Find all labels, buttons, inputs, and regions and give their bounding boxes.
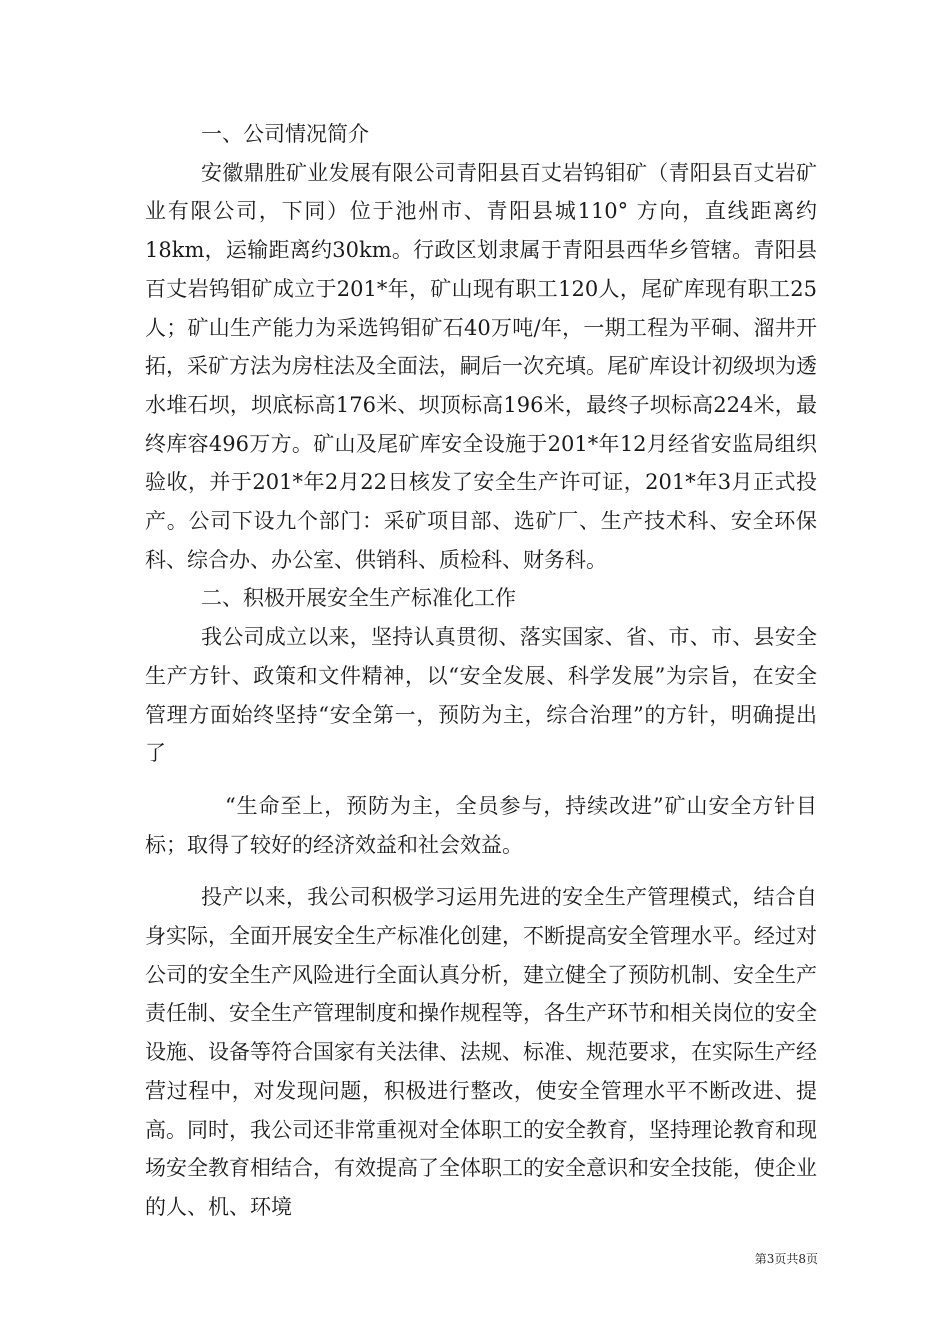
page-number: 第3页共8页 (754, 1252, 818, 1266)
document-body (145, 115, 817, 1227)
section2-heading: 二、积极开展安全生产标准化工作 (201, 586, 516, 611)
section2-paragraph-2: 投产以来，我公司积极学习运用先进的安全生产管理模式，结合自身实际，全面开展安全生产标准化创建，不断提高安全管理水平。经过对公司的安全生产风险进行全面认真分析，建立健全了预防机制、安全生产责任制、安全生产管理制度和操作规程等，各生产环节和相关岗位的安全设施、设备等符合国家有关法律、法规、标准、规范要求，在实际生产经营过程中，对发现问题，积极进行整改，使安全管理水平不断改进、提高。同时，我公司还非常重视对全体职工的安全教育，坚持理论教育和现场安全教育相结合，有效提高了全体职工的安全意识和安全技能，使企业的人、机、环境 (145, 885, 817, 1219)
section2-paragraph-1: 我公司成立以来，坚持认真贯彻、落实国家、省、市、市、县安全生产方针、政策和文件精神，以“安全发展、科学发展”为宗旨，在安全管理方面始终坚持“安全第一，预防为主，综合治理”的方针，明确提出了 (145, 625, 817, 766)
section2-safety-goal: “生命至上，预防为主，全员参与，持续改进”矿山安全方针目标；取得了较好的经济效益和社会效益。 (145, 793, 817, 857)
section1-paragraph: 安徽鼎胜矿业发展有限公司青阳县百丈岩钨钼矿（青阳县百丈岩矿业有限公司，下同）位于池州市、青阳县城110° 方向，直线距离约18km，运输距离约30km。行政区划隶属于青阳县西华乡管辖。青阳县百丈岩钨钼矿成立于201*年，矿山现有职工120人，尾矿库现有职工25人；矿山生产能力为采选钨钼矿石40万吨/年，一期工程为平硐、溜井开拓，采矿方法为房柱法及全面法，嗣后一次充填。尾矿库设计初级坝为透水堆石坝，坝底标高176米、坝顶标高196米，最终子坝标高224米，最终库容496万方。矿山及尾矿库安全设施于201*年12月经省安监局组织验收，并于201*年2月22日核发了安全生产许可证，201*年3月正式投产。公司下设九个部门：采矿项目部、选矿厂、生产技术科、安全环保科、综合办、办公室、供销科、质检科、财务科。 (145, 160, 817, 572)
section1-heading: 一、公司情况简介 (201, 122, 369, 146)
